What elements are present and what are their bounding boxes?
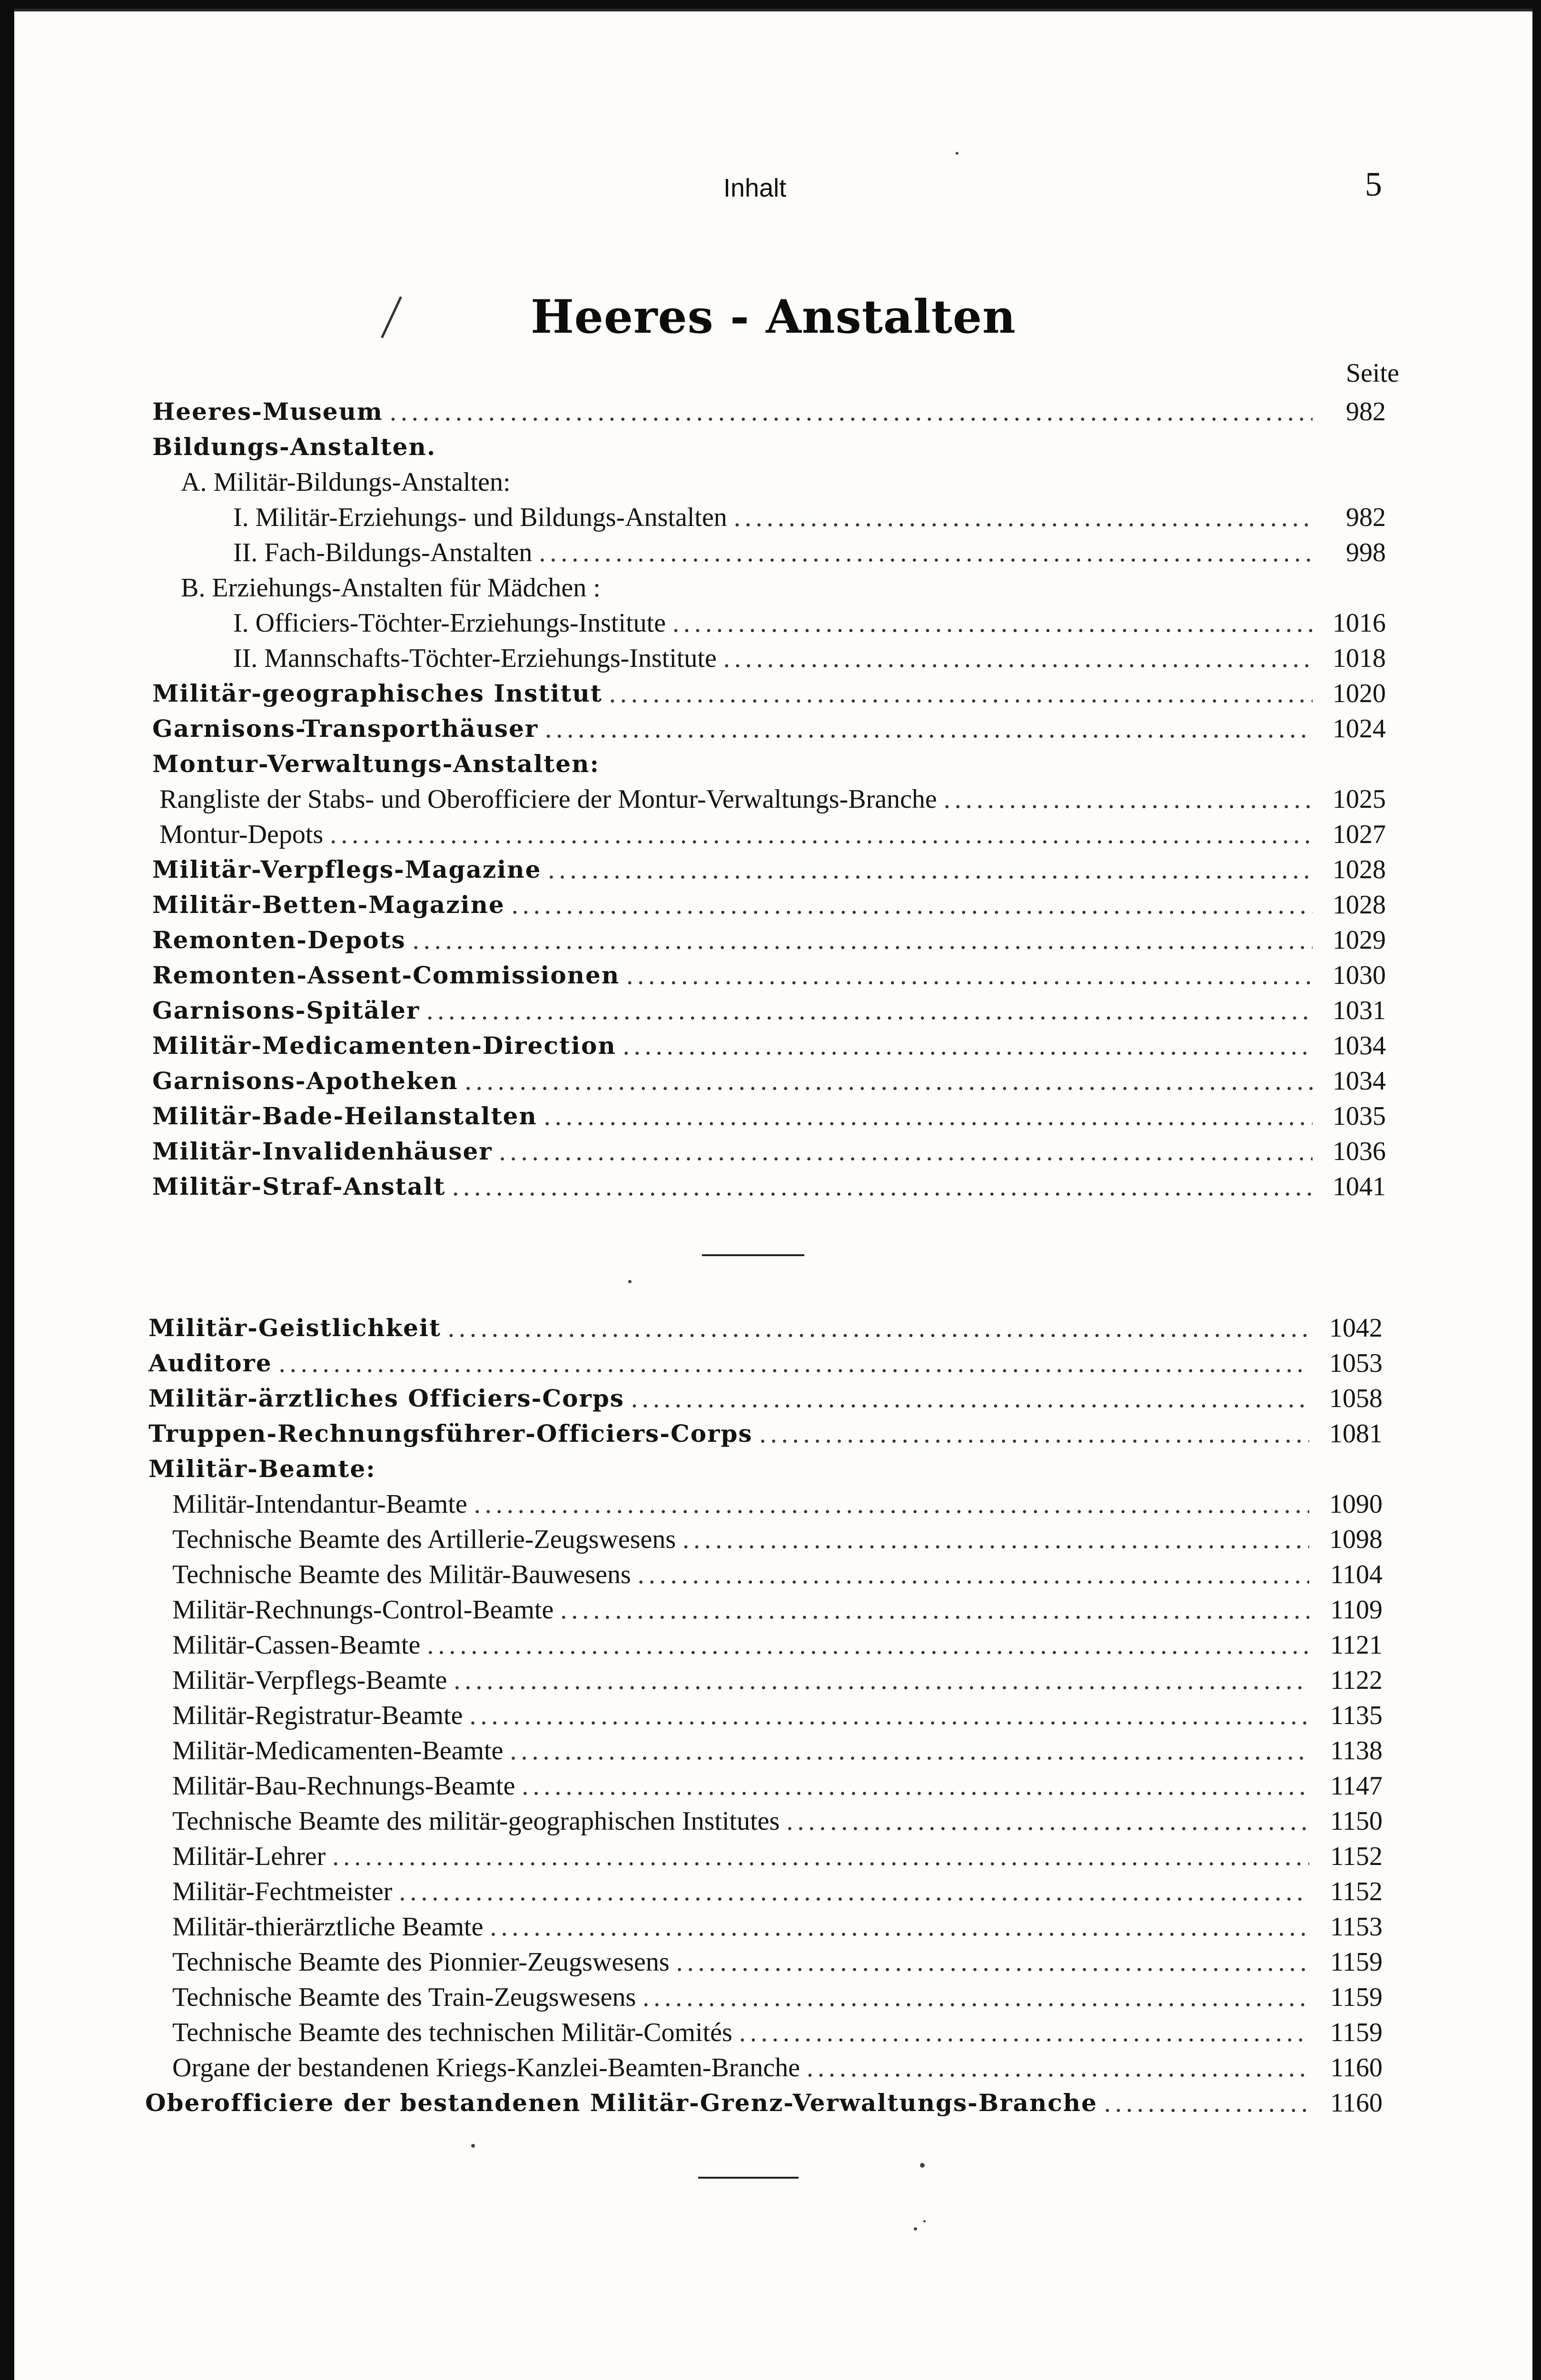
toc-entry-page: 1160 [1330,2053,1383,2082]
toc-entry [14,2083,1532,2119]
toc-entry-title: Militär-Rechnungs-Control-Beamte [172,1595,554,1625]
toc-entry [14,463,1532,498]
toc-entry-title: Oberofficiere der bestandenen Militär-Grenz-Verwaltungs-Branche [145,2089,1097,2117]
toc-entry-title: Militär-Invalidenhäuser [152,1137,493,1165]
dot-leader [739,2017,1309,2048]
toc-entry-page: 1027 [1333,820,1386,849]
dot-leader [786,1805,1309,1837]
dot-leader [682,1524,1309,1555]
toc-entry-title: Technische Beamte des Artillerie-Zeugswesens [172,1525,676,1554]
section-title: Heeres - Anstalten [531,290,1016,344]
page-number: 5 [1365,165,1382,203]
toc-entry-title: Militär-Medicamenten-Beamte [172,1736,504,1765]
dot-leader [545,713,1313,744]
toc-entry [14,1943,1532,1978]
toc-entry [14,1132,1532,1167]
toc-entry-page: 1030 [1333,961,1386,990]
running-title: Inhalt [723,174,787,202]
toc-entry [14,1097,1532,1132]
toc-entry [14,1449,1532,1485]
dot-leader [426,995,1313,1026]
toc-entry-page: 1053 [1329,1349,1383,1378]
toc-entry-title: Militär-Registratur-Beamte [172,1701,463,1730]
dot-leader [623,1030,1313,1061]
toc-entry [14,2048,1532,2083]
toc-entry-title: Organe der bestandenen Kriegs-Kanzlei-Beamten-Branche [172,2053,800,2082]
toc-entry [14,1696,1532,1731]
toc-entry-title: Militär-ärztliches Officiers-Corps [148,1384,624,1412]
toc-entry [14,1485,1532,1520]
toc-entry-page: 1109 [1330,1595,1383,1625]
dot-leader [522,1770,1309,1802]
toc-entry-title: I. Militär-Erziehungs- und Bildungs-Anstalten [233,503,727,532]
dot-leader [399,1876,1309,1907]
toc-entry-title: A. Militär-Bildungs-Anstalten: [181,467,511,497]
dot-leader [560,1594,1309,1626]
book-page [14,9,1532,2380]
running-header [14,165,1532,212]
toc-entry-page: 1081 [1329,1419,1383,1448]
toc-entry [14,744,1532,780]
dot-leader [452,1171,1313,1202]
toc-entry-title: II. Fach-Bildungs-Anstalten [233,538,533,567]
dot-leader [448,1312,1309,1344]
toc-entry-title: Montur-Verwaltungs-Anstalten: [152,750,600,778]
toc-entry [14,850,1532,885]
toc-entry [14,674,1532,709]
toc-entry-page: 1024 [1333,714,1386,744]
toc-entry [14,392,1532,427]
dot-leader [676,1946,1309,1978]
dot-leader [626,960,1313,991]
toc-entry-page: 1147 [1330,1771,1383,1801]
toc-entry-page: 1034 [1333,1031,1386,1061]
toc-entry-title: Heeres-Museum [152,397,383,426]
toc-entry-title: Militär-Beamte: [148,1455,376,1483]
toc-entry-page: 1018 [1333,644,1386,673]
toc-entry-title: Montur-Depots [159,820,324,849]
toc-entry [14,1379,1532,1414]
toc-entry-title: Garnisons-Spitäler [152,996,420,1024]
toc-entry-page: 1153 [1330,1912,1383,1942]
dot-leader [490,1911,1309,1943]
dot-leader [279,1348,1309,1379]
toc-entry-title: Militär-Intendantur-Beamte [172,1489,467,1519]
toc-entry [14,991,1532,1026]
dot-leader [609,678,1313,709]
toc-entry [14,639,1532,674]
toc-entry-page: 1159 [1330,1947,1383,1977]
toc-entry-title: Rangliste der Stabs- und Oberofficiere der Montur-Verwaltungs-Branche [159,784,937,814]
dot-leader [807,2052,1309,2083]
toc-entry-title: II. Mannschafts-Töchter-Erziehungs-Institute [233,644,717,673]
toc-entry-title: Militär-Bau-Rechnungs-Beamte [172,1771,515,1801]
toc-entry-title: Remonten-Assent-Commissionen [152,961,620,989]
dot-leader [512,889,1313,921]
toc-entry [14,1167,1532,1202]
toc-entry [14,1309,1532,1344]
toc-entry-page: 1150 [1330,1806,1383,1836]
toc-entry [14,1837,1532,1872]
dot-leader [760,1418,1309,1449]
toc-entry [14,1626,1532,1661]
toc-entry-page: 1104 [1330,1560,1383,1589]
toc-entry-title: Remonten-Depots [152,926,406,954]
toc-entry-page: 1138 [1330,1736,1383,1765]
toc-entry [14,709,1532,744]
dot-leader [427,1629,1309,1661]
toc-entry [14,1590,1532,1626]
toc-entry-title: Militär-Medicamenten-Direction [152,1031,616,1060]
toc-entry [14,427,1532,463]
toc-entry [14,780,1532,815]
toc-entry-page: 1028 [1333,890,1386,920]
toc-part-1 [14,392,1532,1202]
toc-entry-page: 1160 [1330,2088,1383,2118]
dot-leader [539,537,1313,568]
toc-entry-title: Garnisons-Apotheken [152,1067,458,1095]
dot-leader [330,819,1313,850]
toc-entry [14,1414,1532,1449]
toc-entry [14,1026,1532,1061]
toc-entry [14,2013,1532,2048]
dot-leader [734,502,1313,533]
dot-leader [672,607,1313,639]
toc-entry-title: Militär-Betten-Magazine [152,891,505,919]
toc-entry-page: 982 [1346,503,1386,532]
toc-entry [14,1907,1532,1943]
toc-entry-page: 1152 [1330,1842,1383,1871]
toc-entry-title: Militär-geographisches Institut [152,679,603,707]
dot-leader [413,924,1313,956]
toc-entry-title: Bildungs-Anstalten. [152,433,436,461]
toc-entry [14,498,1532,533]
dot-leader [465,1065,1313,1097]
end-divider [698,2177,799,2179]
dot-leader [638,1559,1309,1590]
toc-entry-title: Militär-Verpflegs-Magazine [152,855,542,883]
dot-leader [544,1101,1313,1132]
toc-entry [14,1731,1532,1766]
toc-entry-page: 1020 [1333,679,1386,708]
toc-entry-title: Militär-Straf-Anstalt [152,1172,446,1200]
dot-leader [474,1488,1309,1520]
dot-leader [499,1136,1313,1167]
toc-entry-title: Technische Beamte des technischen Militär-Comités [172,2018,732,2047]
dot-leader [723,643,1313,674]
dot-leader [454,1665,1309,1696]
toc-entry [14,885,1532,921]
page-column-label: Seite [1346,358,1399,388]
toc-entry [14,815,1532,850]
toc-entry [14,1555,1532,1590]
toc-entry [14,1520,1532,1555]
toc-entry-title: Technische Beamte des militär-geographischen Institutes [172,1806,780,1836]
dot-leader [390,396,1313,427]
dot-leader [944,783,1313,815]
toc-entry-page: 1159 [1330,2018,1383,2047]
dot-leader [642,1982,1309,2013]
toc-entry-title: Militär-Geistlichkeit [148,1314,441,1342]
toc-entry-title: Technische Beamte des Pionnier-Zeugswesens [172,1947,670,1977]
toc-entry [14,568,1532,604]
dot-leader [469,1700,1309,1731]
toc-entry [14,1802,1532,1837]
toc-entry-page: 1035 [1333,1101,1386,1131]
dot-leader [631,1383,1309,1414]
toc-entry-title: Auditore [148,1349,272,1377]
toc-entry-page: 1034 [1333,1066,1386,1096]
toc-entry-page: 1098 [1329,1525,1383,1554]
toc-entry [14,1661,1532,1696]
toc-entry-title: Militär-Verpflegs-Beamte [172,1666,447,1695]
toc-entry [14,921,1532,956]
toc-entry [14,533,1532,568]
toc-entry-title: Technische Beamte des Militär-Bauwesens [172,1560,631,1589]
toc-entry-title: Militär-Fechtmeister [172,1877,393,1906]
toc-entry-page: 1036 [1333,1137,1386,1166]
toc-entry-title: Technische Beamte des Train-Zeugswesens [172,1983,636,2012]
toc-entry-page: 1029 [1333,925,1386,955]
toc-entry-page: 1135 [1330,1701,1383,1730]
dot-leader [1104,2087,1309,2119]
toc-entry-page: 1058 [1329,1384,1383,1413]
toc-entry-title: Militär-Bade-Heilanstalten [152,1102,537,1130]
toc-entry-page: 1159 [1330,1983,1383,2012]
toc-entry-title: Garnisons-Transporthäuser [152,714,539,743]
toc-entry-title: Militär-thierärztliche Beamte [172,1912,484,1942]
toc-entry-title: Militär-Cassen-Beamte [172,1630,421,1660]
toc-part-2 [14,1309,1532,2119]
toc-entry-page: 1152 [1330,1877,1383,1906]
toc-entry-page: 1042 [1329,1313,1383,1343]
toc-entry-page: 1028 [1333,855,1386,884]
toc-entry [14,1061,1532,1097]
toc-entry [14,1978,1532,2013]
toc-entry-page: 1122 [1330,1666,1383,1695]
toc-entry [14,1766,1532,1802]
toc-entry [14,604,1532,639]
toc-entry-page: 1016 [1333,608,1386,638]
toc-entry-page: 998 [1346,538,1386,567]
toc-entry-title: B. Erziehungs-Anstalten für Mädchen : [181,573,601,603]
dot-leader [510,1735,1310,1766]
toc-entry-page: 1031 [1333,996,1386,1025]
dot-leader [332,1841,1309,1872]
toc-entry [14,1344,1532,1379]
toc-entry [14,956,1532,991]
toc-entry-title: Militär-Lehrer [172,1842,326,1871]
toc-entry-title: I. Officiers-Töchter-Erziehungs-Institute [233,608,666,638]
toc-entry [14,1872,1532,1907]
toc-entry-page: 1025 [1333,784,1386,814]
toc-entry-page: 1041 [1333,1172,1386,1201]
section-divider [702,1254,804,1256]
toc-entry-page: 982 [1346,397,1386,426]
toc-entry-page: 1121 [1330,1630,1383,1660]
dot-leader [548,854,1313,885]
toc-entry-title: Truppen-Rechnungsführer-Officiers-Corps [148,1419,753,1448]
toc-entry-page: 1090 [1329,1489,1383,1519]
